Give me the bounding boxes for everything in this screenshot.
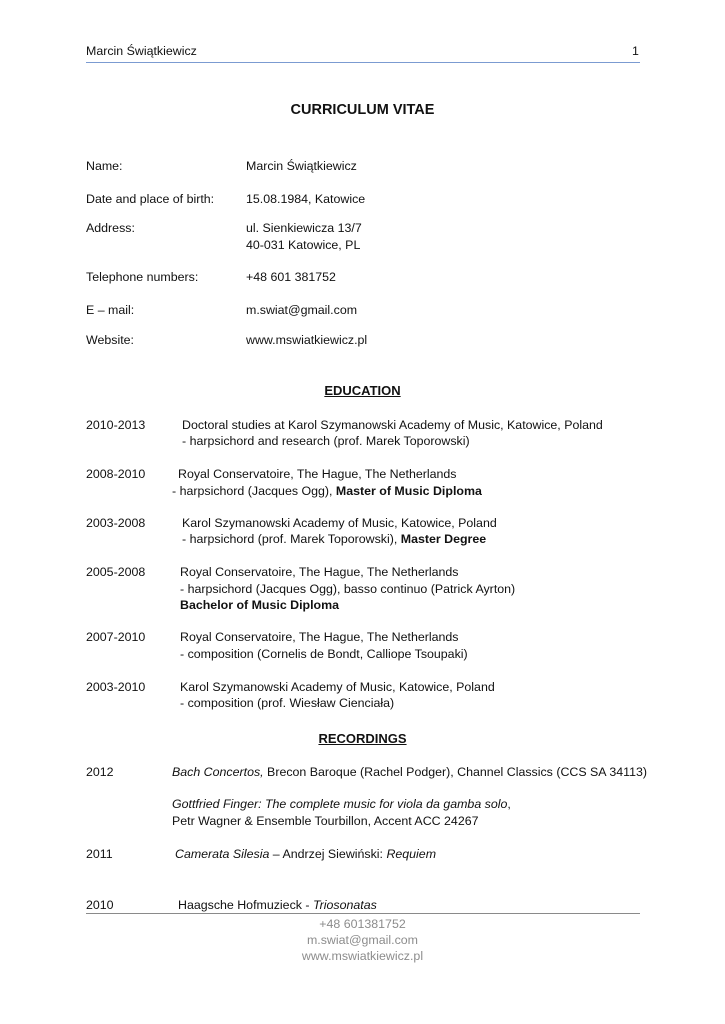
rec-4-line1: Haagsche Hofmuzieck - Triosonatas xyxy=(178,898,377,912)
rec-1-year: 2012 xyxy=(86,765,114,779)
rec-3-year: 2011 xyxy=(86,847,113,861)
header-rule xyxy=(86,62,640,63)
rec-3-line1: Camerata Silesia – Andrzej Siewiński: Requiem xyxy=(175,847,437,861)
rec-2-line1: Gottfried Finger: The complete music for viola da gamba solo, xyxy=(172,797,511,811)
birth-label: Date and place of birth: xyxy=(86,192,215,206)
edu-4-line1: Royal Conservatoire, The Hague, The Netherlands xyxy=(180,565,459,579)
address-label: Address: xyxy=(86,221,135,235)
edu-3-line2: - harpsichord (prof. Marek Toporowski), Master Degree xyxy=(182,532,487,546)
website-value[interactable]: www.mswiatkiewicz.pl xyxy=(246,333,368,347)
edu-3-line1: Karol Szymanowski Academy of Music, Katowice, Poland xyxy=(182,516,497,530)
edu-6-line1: Karol Szymanowski Academy of Music, Katowice, Poland xyxy=(180,680,495,694)
website-label: Website: xyxy=(86,333,134,347)
edu-1-years: 2010-2013 xyxy=(86,418,146,432)
edu-2-line1: Royal Conservatoire, The Hague, The Netherlands xyxy=(178,467,457,481)
education-heading: EDUCATION xyxy=(324,383,401,398)
edu-4-years: 2005-2008 xyxy=(86,565,146,579)
edu-6-line2: - composition (prof. Wiesław Cienciała) xyxy=(180,696,395,710)
rec-2-line2: Petr Wagner & Ensemble Tourbillon, Accent ACC 24267 xyxy=(172,814,479,828)
address-line-2: 40-031 Katowice, PL xyxy=(246,237,361,252)
email-label: E – mail: xyxy=(86,303,135,317)
edu-4-line2: - harpsichord (Jacques Ogg), basso continuo (Patrick Ayrton) xyxy=(180,582,516,596)
phone-value: +48 601 381752 xyxy=(246,270,336,284)
edu-1-line1: Doctoral studies at Karol Szymanowski Academy of Music, Katowice, Poland xyxy=(182,418,603,432)
footer-rule xyxy=(86,913,640,914)
edu-2-years: 2008-2010 xyxy=(86,467,146,481)
edu-3-years: 2003-2008 xyxy=(86,516,146,530)
edu-2-line2: - harpsichord (Jacques Ogg), Master of Music Diploma xyxy=(172,484,482,498)
name-label: Name: xyxy=(86,159,123,173)
page-number: 1 xyxy=(632,44,639,58)
rec-1-line1: Bach Concertos, Brecon Baroque (Rachel Podger), Channel Classics (CCS SA 34113) xyxy=(172,765,647,779)
edu-5-line1: Royal Conservatoire, The Hague, The Netherlands xyxy=(180,630,459,644)
rec-4-year: 2010 xyxy=(86,898,114,912)
edu-1-line2: - harpsichord and research (prof. Marek Toporowski) xyxy=(182,434,470,448)
document-title: CURRICULUM VITAE xyxy=(290,102,435,118)
email-value[interactable]: m.swiat@gmail.com xyxy=(246,303,358,317)
phone-label: Telephone numbers: xyxy=(86,270,199,284)
footer-email[interactable]: m.swiat@gmail.com xyxy=(306,933,419,947)
footer-website[interactable]: www.mswiatkiewicz.pl xyxy=(301,949,424,963)
edu-5-years: 2007-2010 xyxy=(86,630,146,644)
header-name: Marcin Świątkiewicz xyxy=(86,44,197,58)
recordings-heading: RECORDINGS xyxy=(318,731,407,746)
edu-4-line3: Bachelor of Music Diploma xyxy=(180,598,340,612)
birth-value: 15.08.1984, Katowice xyxy=(246,192,366,206)
edu-6-years: 2003-2010 xyxy=(86,680,146,694)
name-value: Marcin Świątkiewicz xyxy=(246,159,357,173)
edu-5-line2: - composition (Cornelis de Bondt, Calliope Tsoupaki) xyxy=(180,647,468,661)
address-value xyxy=(246,220,362,253)
footer-phone: +48 601381752 xyxy=(319,917,406,931)
address-line-1: ul. Sienkiewicza 13/7 xyxy=(246,221,362,235)
